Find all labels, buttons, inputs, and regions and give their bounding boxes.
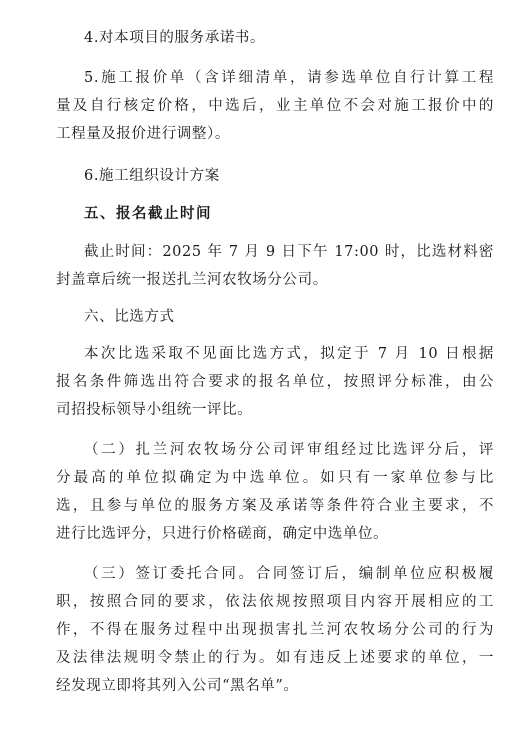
item-6-text: 6.施工组织设计方案 [84,168,220,184]
para-2-line-1: （二）扎兰河农牧场分公司评审组经过比选评分后，评 [84,442,494,458]
item-5-line-1: 5.施工报价单（含详细清单，请参选单位自行计算工程 [84,70,494,86]
para-3-line-2: 职，按照合同的要求，依法依规按照项目内容开展相应的工 [56,594,494,610]
method-line-1: 本次比选采取不见面比选方式，拟定于 7 月 10 日根据 [84,346,494,362]
section-6-heading: 六、比选方式 [84,309,175,325]
method-line-2: 报名条件筛选出符合要求的报名单位，按照评分标准，由公 [56,374,494,390]
para-2-line-4: 进行比选评分，只进行价格磋商，确定中选单位。 [56,526,389,542]
deadline-line-1: 截止时间：2025 年 7 月 9 日下午 17:00 时，比选材料密 [84,244,494,260]
item-5-line-2: 量及自行核定价格，中选后，业主单位不会对施工报价中的 [56,98,494,114]
section-5-heading: 五、报名截止时间 [84,206,212,222]
para-2-line-2: 分最高的单位拟确定为中选单位。如只有一家单位参与比 [56,470,494,486]
para-2-line-3: 选，且参与单位的服务方案及承诺等条件符合业主要求，不 [56,498,494,514]
item-5-line-3: 工程量及报价进行调整）。 [56,126,230,142]
method-line-3: 司招投标领导小组统一评比。 [56,402,253,418]
para-3-line-5: 经发现立即将其列入公司“黑名单”。 [56,678,299,694]
para-3-line-4: 及法律法规明令禁止的行为。如有违反上述要求的单位，一 [56,650,494,666]
deadline-line-2: 封盖章后统一报送扎兰河农牧场分公司。 [56,272,328,288]
item-4-text: 4.对本项目的服务承诺书。 [84,30,266,46]
para-3-line-3: 作，不得在服务过程中出现损害扎兰河农牧场分公司的行为 [56,622,494,638]
para-3-line-1: （三）签订委托合同。合同签订后，编制单位应积极履 [84,566,494,582]
